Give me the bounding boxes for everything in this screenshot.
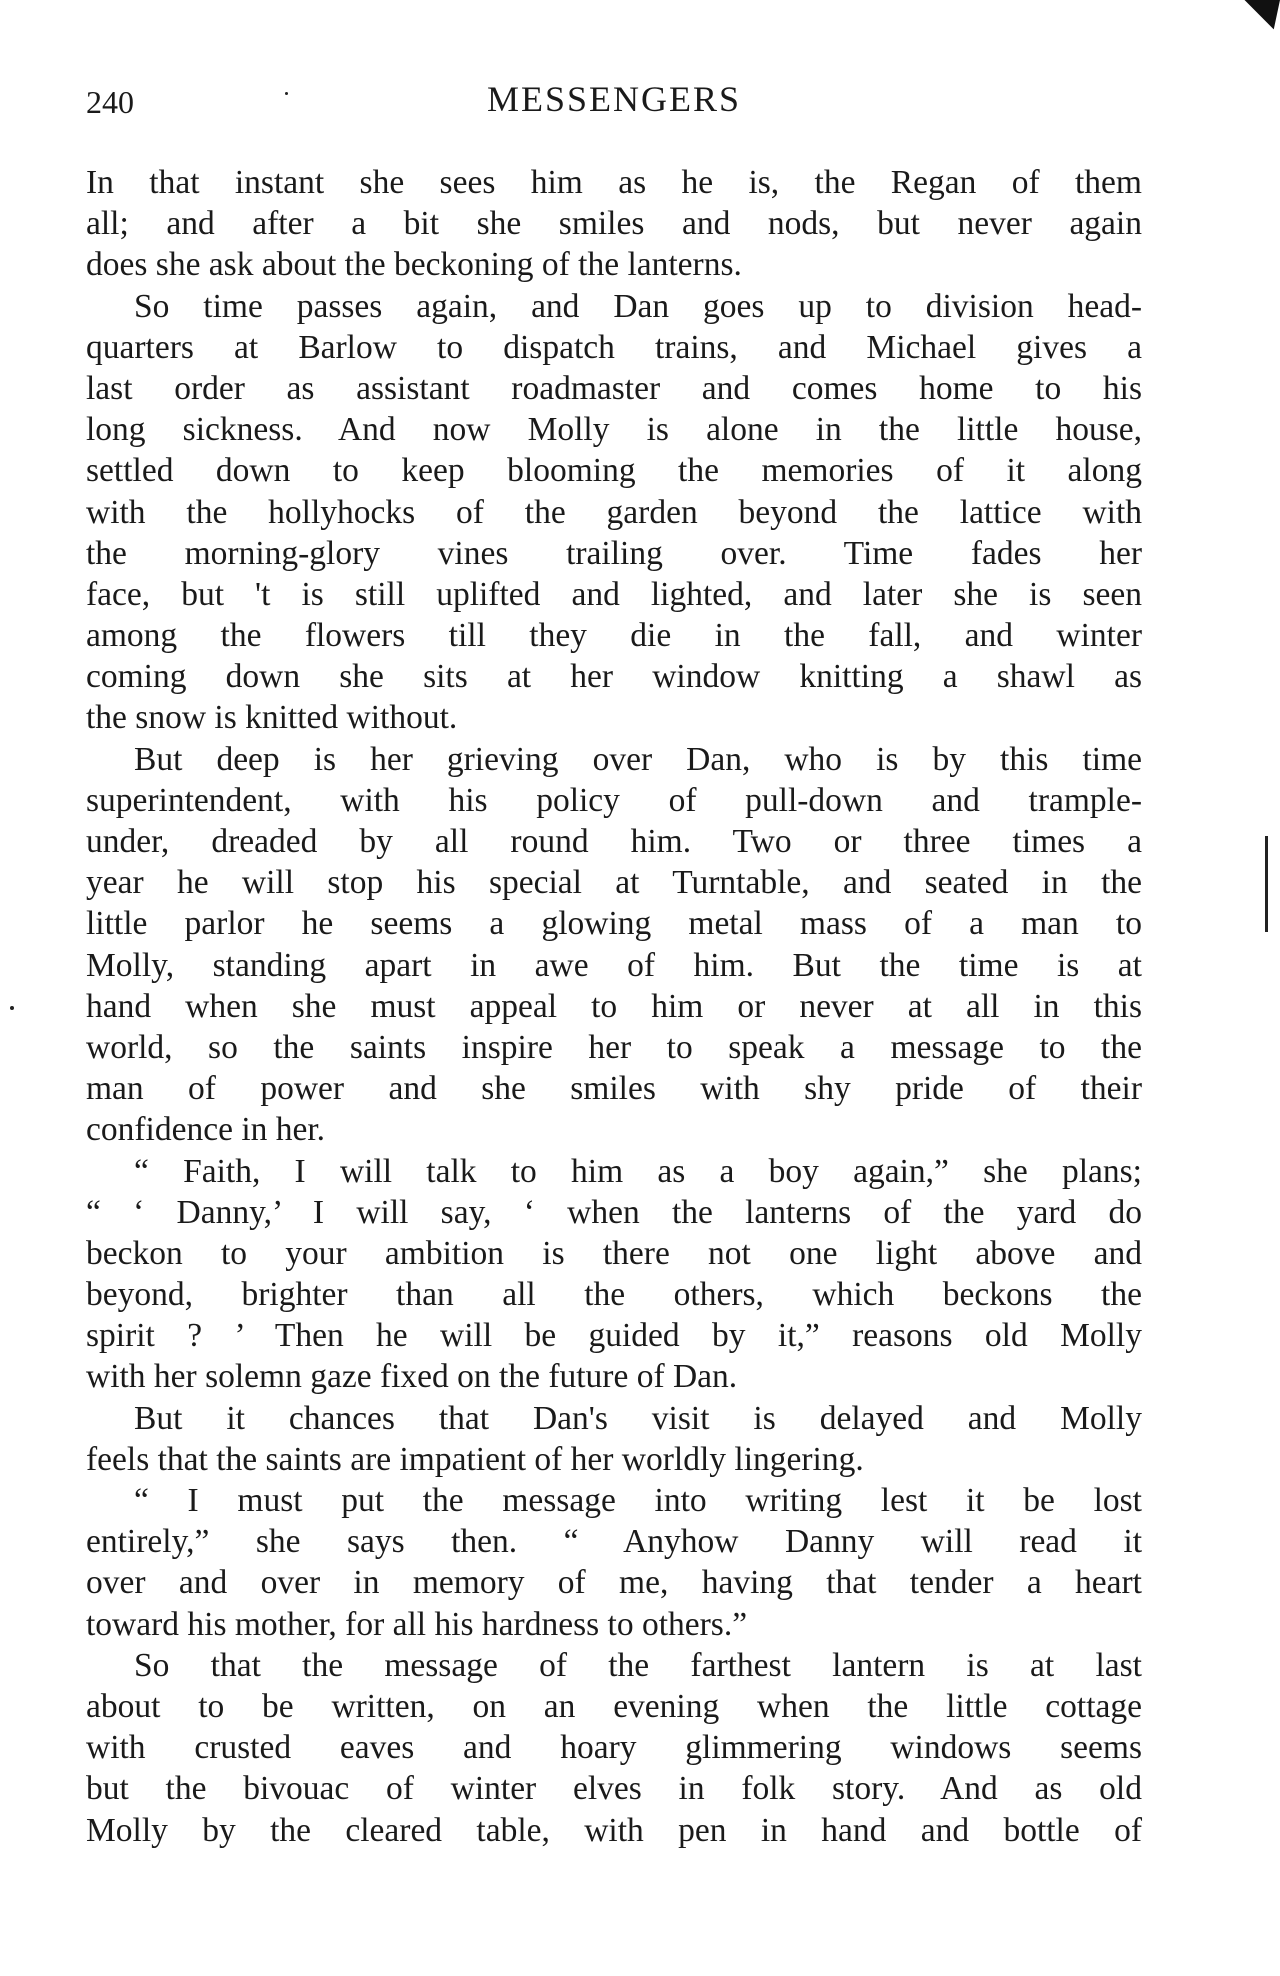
text-line: superintendent, with his policy of pull-down and trample- <box>86 781 1142 819</box>
corner-mark <box>1229 0 1280 29</box>
text-line: the morning-glory vines trailing over. Time fades her <box>86 534 1142 572</box>
text-line: “ ‘ Danny,’ I will say, ‘ when the lanterns of the yard do <box>86 1193 1142 1231</box>
text-line: about to be written, on an evening when the little cottage <box>86 1687 1142 1725</box>
text-line: last order as assistant roadmaster and comes home to his <box>86 369 1142 407</box>
text-line: face, but 't is still uplifted and lighted, and later she is seen <box>86 575 1142 613</box>
page-number: 240 <box>86 84 134 120</box>
text-line: with crusted eaves and hoary glimmering windows seems <box>86 1729 1142 1767</box>
text-line: feels that the saints are impatient of her worldly lingering. <box>86 1440 864 1478</box>
text-line: beyond, brighter than all the others, which beckons the <box>86 1276 1142 1314</box>
text-line: with her solemn gaze fixed on the future of Dan. <box>86 1358 738 1396</box>
text-line: beckon to your ambition is there not one light above and <box>86 1234 1142 1272</box>
text-line: But it chances that Dan's visit is delayed and Molly <box>134 1399 1142 1437</box>
text-line: all; and after a bit she smiles and nods, but never again <box>86 205 1142 243</box>
page-header <box>86 78 1142 126</box>
text-line: But deep is her grieving over Dan, who is by this time <box>134 740 1142 778</box>
body-text <box>86 162 1142 1851</box>
text-line: entirely,” she says then. “ Anyhow Danny will read it <box>86 1523 1142 1561</box>
ink-speck <box>10 1006 14 1010</box>
text-line: over and over in memory of me, having that tender a heart <box>86 1564 1142 1602</box>
text-line: toward his mother, for all his hardness to others.” <box>86 1605 748 1643</box>
text-line: does she ask about the beckoning of the lanterns. <box>86 246 742 284</box>
text-line: little parlor he seems a glowing metal mass of a man to <box>86 905 1142 943</box>
text-line: year he will stop his special at Turntable, and seated in the <box>86 864 1142 902</box>
text-line: Molly by the cleared table, with pen in hand and bottle of <box>86 1811 1142 1849</box>
text-line: man of power and she smiles with shy pride of their <box>86 1070 1142 1108</box>
text-line: settled down to keep blooming the memories of it along <box>86 452 1142 490</box>
text-line: coming down she sits at her window knitting a shawl as <box>86 658 1142 696</box>
text-line: Molly, standing apart in awe of him. But the time is at <box>86 946 1142 984</box>
text-line: the snow is knitted without. <box>86 699 458 737</box>
text-line: among the flowers till they die in the fall, and winter <box>86 617 1142 655</box>
text-line: In that instant she sees him as he is, the Regan of them <box>86 164 1142 201</box>
text-line: world, so the saints inspire her to speak a message to the <box>86 1028 1142 1066</box>
text-line: with the hollyhocks of the garden beyond the lattice with <box>86 493 1142 531</box>
text-line: but the bivouac of winter elves in folk story. And as old <box>86 1770 1142 1808</box>
text-line: So that the message of the farthest lantern is at last <box>134 1646 1142 1684</box>
page-edge-line <box>1265 836 1268 932</box>
text-line: spirit ? ’ Then he will be guided by it,” reasons old Molly <box>86 1317 1142 1355</box>
text-line: confidence in her. <box>86 1111 326 1149</box>
text-line: under, dreaded by all round him. Two or three times a <box>86 823 1142 860</box>
text-line: hand when she must appeal to him or never at all in this <box>86 987 1142 1025</box>
text-line: “ I must put the message into writing lest it be lost <box>134 1482 1142 1519</box>
text-line: “ Faith, I will talk to him as a boy again,” she plans; <box>134 1152 1142 1190</box>
running-head: MESSENGERS <box>486 79 742 119</box>
text-line: quarters at Barlow to dispatch trains, and Michael gives a <box>86 328 1142 366</box>
text-line: So time passes again, and Dan goes up to division head- <box>134 287 1142 325</box>
text-line: long sickness. And now Molly is alone in the little house, <box>86 411 1142 449</box>
